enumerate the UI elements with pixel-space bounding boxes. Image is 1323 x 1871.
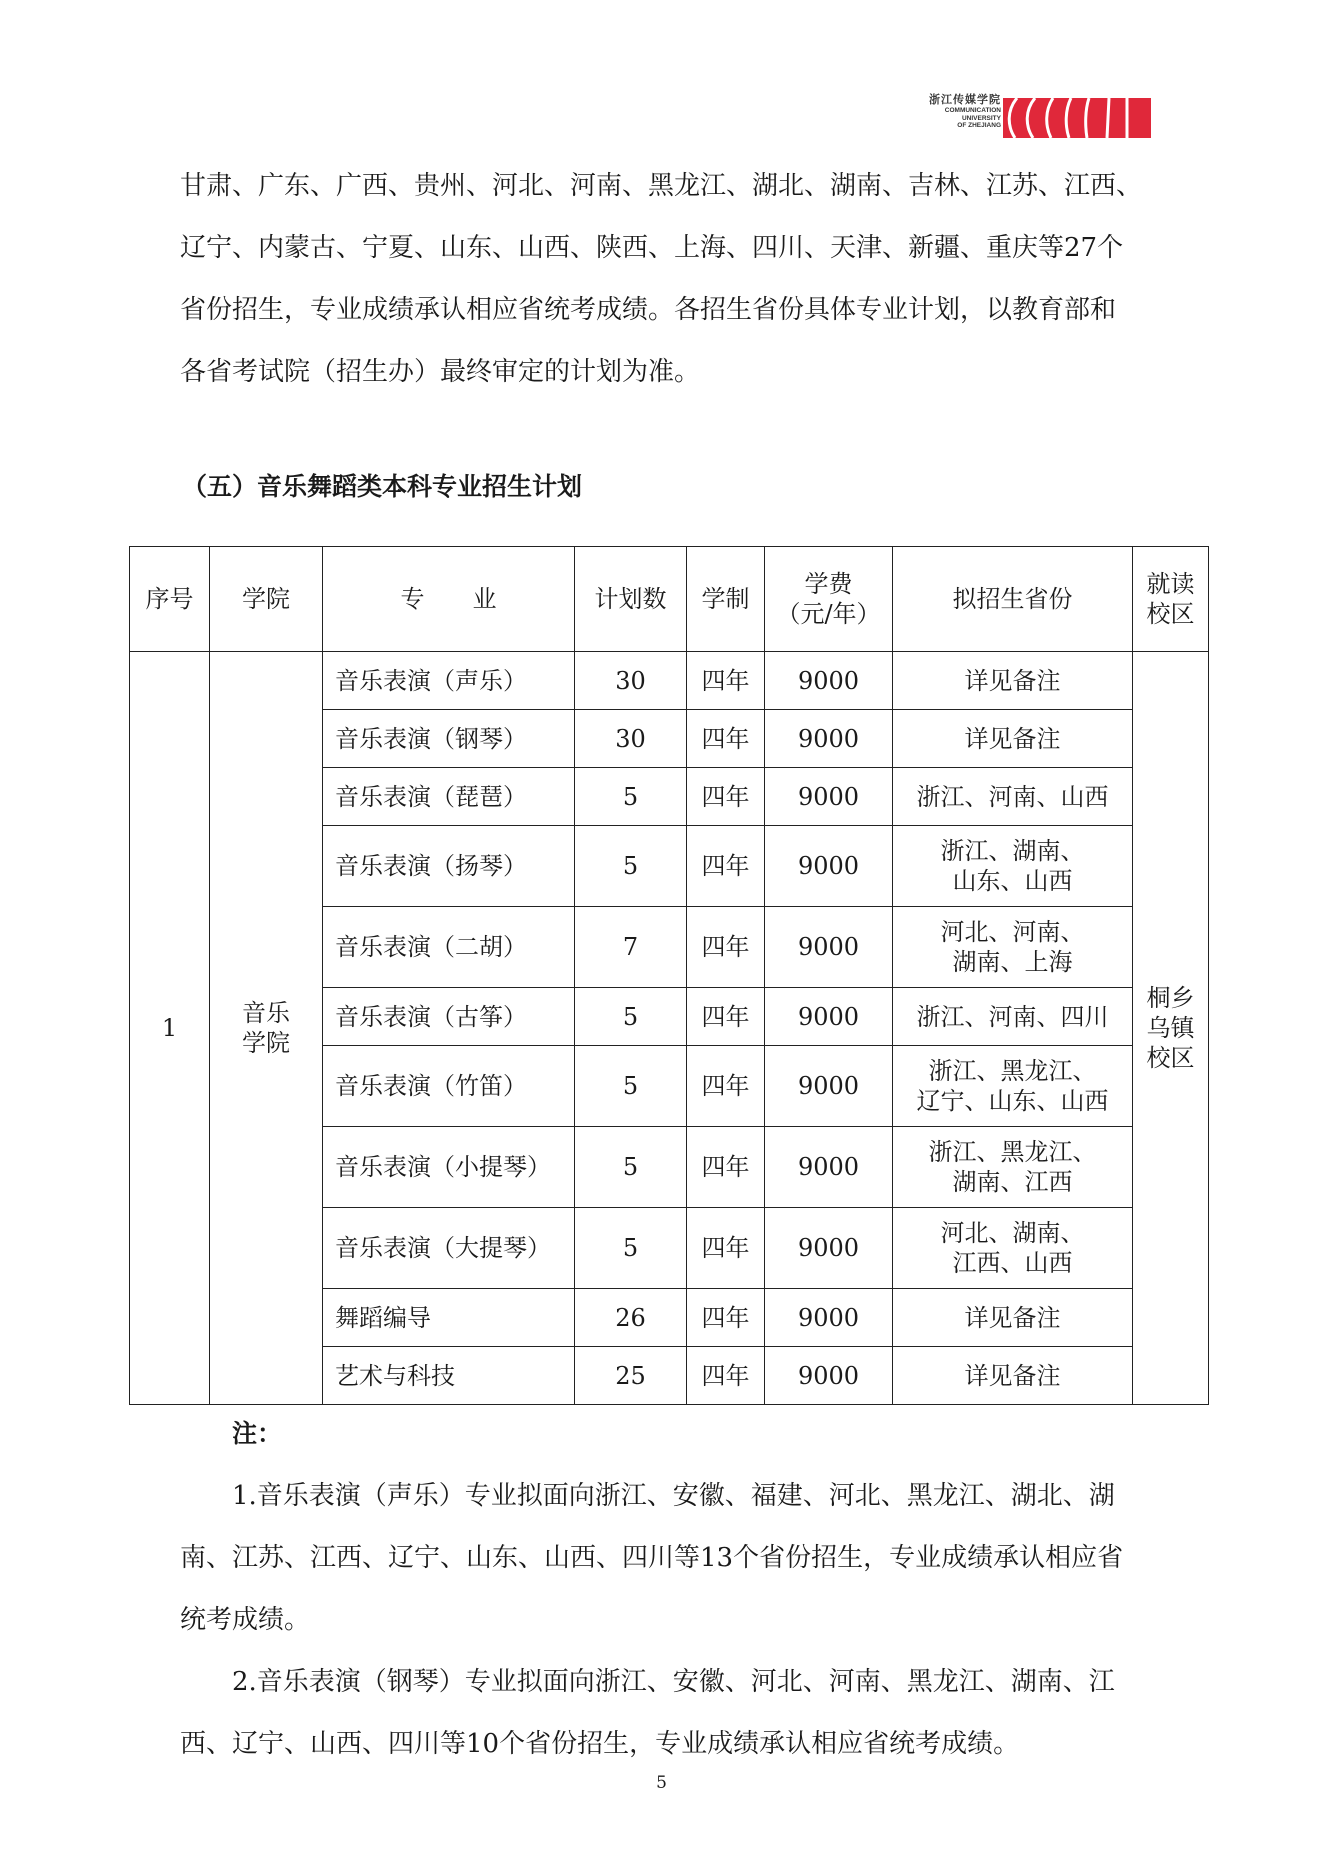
cell-duration: 四年: [687, 768, 765, 826]
logo-text: [915, 94, 1001, 130]
note-line: 西、辽宁、山西、四川等10个省份招生，专业成绩承认相应省统考成绩。: [180, 1729, 1020, 1759]
campus-line: 桐乡: [1146, 984, 1195, 1012]
cell-fee: 9000: [765, 907, 893, 988]
cell-major: 音乐表演（扬琴）: [323, 826, 575, 907]
intro-paragraph: [180, 155, 1160, 403]
provinces-line: 详见备注: [964, 666, 1061, 695]
provinces-line: 浙江、黑龙江、: [928, 1057, 1097, 1085]
notes-paragraph: [180, 1465, 1160, 1775]
header-campus-line: 就读: [1146, 570, 1195, 598]
cell-fee: 9000: [765, 1046, 893, 1127]
cell-duration: 四年: [687, 907, 765, 988]
logo-english-line: UNIVERSITY: [961, 114, 1001, 122]
cell-college: [210, 652, 323, 1405]
cell-fee: 9000: [765, 652, 893, 710]
page-number: 5: [656, 1773, 667, 1793]
campus-line: 乌镇: [1146, 1014, 1195, 1042]
cell-fee: 9000: [765, 988, 893, 1046]
provinces-line: 详见备注: [964, 724, 1061, 753]
cell-duration: 四年: [687, 652, 765, 710]
cell-duration: 四年: [687, 1208, 765, 1289]
cell-provinces: [893, 907, 1133, 988]
notes-heading: 注：: [232, 1419, 283, 1448]
cell-fee: 9000: [765, 826, 893, 907]
header-major: 专 业: [323, 547, 575, 652]
table-header-row: [130, 547, 1209, 652]
cell-major: 音乐表演（声乐）: [323, 652, 575, 710]
cell-major: 艺术与科技: [323, 1347, 575, 1405]
cell-provinces: [893, 1127, 1133, 1208]
cell-plan: 26: [575, 1289, 687, 1347]
university-logo: [915, 94, 1155, 140]
cell-major: 音乐表演（竹笛）: [323, 1046, 575, 1127]
header-campus: [1133, 547, 1209, 652]
cell-provinces: [893, 988, 1133, 1046]
cell-provinces: [893, 1046, 1133, 1127]
cell-provinces: [893, 652, 1133, 710]
cell-campus: [1133, 652, 1209, 1405]
table-row: [130, 652, 1209, 710]
college-line: 音乐: [242, 999, 290, 1027]
note-line: 统考成绩。: [180, 1605, 311, 1635]
cell-plan: 5: [575, 826, 687, 907]
cell-fee: 9000: [765, 1208, 893, 1289]
header-plan: 计划数: [575, 547, 687, 652]
logo-chinese-name: 浙江传媒学院: [929, 94, 1001, 106]
cell-plan: 5: [575, 988, 687, 1046]
provinces-line: 河北、河南、: [940, 918, 1085, 946]
cell-plan: 30: [575, 710, 687, 768]
provinces-line: 浙江、黑龙江、: [928, 1138, 1097, 1166]
logo-english-line: OF ZHEJIANG: [957, 122, 1001, 129]
cell-plan: 5: [575, 1046, 687, 1127]
provinces-line: 湖南、上海: [952, 948, 1073, 976]
cell-fee: 9000: [765, 1347, 893, 1405]
intro-line: 各省考试院（招生办）最终审定的计划为准。: [180, 357, 701, 387]
provinces-line: 辽宁、山东、山西: [916, 1087, 1109, 1115]
cell-plan: 30: [575, 652, 687, 710]
cell-provinces: [893, 1347, 1133, 1405]
intro-line: 甘肃、广东、广西、贵州、河北、河南、黑龙江、湖北、湖南、吉林、江苏、江西、: [180, 171, 1143, 201]
cell-duration: 四年: [687, 1127, 765, 1208]
cell-plan: 5: [575, 768, 687, 826]
section-title: （五）音乐舞蹈类本科专业招生计划: [182, 472, 583, 501]
header-seq: 序号: [130, 547, 210, 652]
cell-duration: 四年: [687, 1046, 765, 1127]
cell-plan: 7: [575, 907, 687, 988]
note-line: 1.音乐表演（声乐）专业拟面向浙江、安徽、福建、河北、黑龙江、湖北、湖: [232, 1481, 1115, 1511]
cell-plan: 25: [575, 1347, 687, 1405]
cell-provinces: [893, 826, 1133, 907]
header-fee-line: 学费: [804, 570, 853, 598]
cell-provinces: [893, 710, 1133, 768]
logo-stripes-icon: [1003, 98, 1151, 138]
cell-duration: 四年: [687, 988, 765, 1046]
provinces-line: 山东、山西: [952, 867, 1073, 895]
enrollment-plan-table: [129, 546, 1209, 1405]
cell-fee: 9000: [765, 768, 893, 826]
cell-seq: 1: [130, 652, 210, 1405]
cell-plan: 5: [575, 1208, 687, 1289]
cell-fee: 9000: [765, 1127, 893, 1208]
provinces-line: 湖南、江西: [952, 1168, 1073, 1196]
note-line: 2.音乐表演（钢琴）专业拟面向浙江、安徽、河北、河南、黑龙江、湖南、江: [232, 1667, 1115, 1697]
cell-duration: 四年: [687, 826, 765, 907]
provinces-line: 浙江、河南、山西: [916, 782, 1109, 811]
header-provinces: 拟招生省份: [893, 547, 1133, 652]
intro-line: 省份招生，专业成绩承认相应省统考成绩。各招生省份具体专业计划，以教育部和: [180, 295, 1117, 325]
provinces-line: 浙江、湖南、: [940, 837, 1085, 865]
cell-duration: 四年: [687, 1289, 765, 1347]
cell-major: 音乐表演（琵琶）: [323, 768, 575, 826]
college-line: 学院: [242, 1029, 290, 1057]
provinces-line: 河北、湖南、: [940, 1219, 1085, 1247]
campus-line: 校区: [1146, 1044, 1195, 1072]
cell-provinces: [893, 768, 1133, 826]
cell-major: 音乐表演（古筝）: [323, 988, 575, 1046]
logo-english-line: COMMUNICATION: [944, 107, 1001, 114]
header-campus-line: 校区: [1146, 600, 1195, 628]
cell-major: 音乐表演（钢琴）: [323, 710, 575, 768]
intro-line: 辽宁、内蒙古、宁夏、山东、山西、陕西、上海、四川、天津、新疆、重庆等27个: [180, 233, 1124, 263]
cell-provinces: [893, 1289, 1133, 1347]
cell-fee: 9000: [765, 710, 893, 768]
header-fee: [765, 547, 893, 652]
cell-major: 音乐表演（大提琴）: [323, 1208, 575, 1289]
provinces-line: 江西、山西: [952, 1249, 1073, 1277]
note-line: 南、江苏、江西、辽宁、山东、山西、四川等13个省份招生，专业成绩承认相应省: [180, 1543, 1124, 1573]
cell-duration: 四年: [687, 710, 765, 768]
provinces-line: 浙江、河南、四川: [916, 1002, 1109, 1031]
header-college: 学院: [210, 547, 323, 652]
cell-major: 音乐表演（二胡）: [323, 907, 575, 988]
cell-duration: 四年: [687, 1347, 765, 1405]
cell-fee: 9000: [765, 1289, 893, 1347]
provinces-line: 详见备注: [964, 1361, 1061, 1390]
cell-major: 音乐表演（小提琴）: [323, 1127, 575, 1208]
provinces-line: 详见备注: [964, 1303, 1061, 1332]
cell-provinces: [893, 1208, 1133, 1289]
header-fee-line: （元/年）: [776, 600, 881, 628]
header-duration: 学制: [687, 547, 765, 652]
cell-plan: 5: [575, 1127, 687, 1208]
cell-major: 舞蹈编导: [323, 1289, 575, 1347]
